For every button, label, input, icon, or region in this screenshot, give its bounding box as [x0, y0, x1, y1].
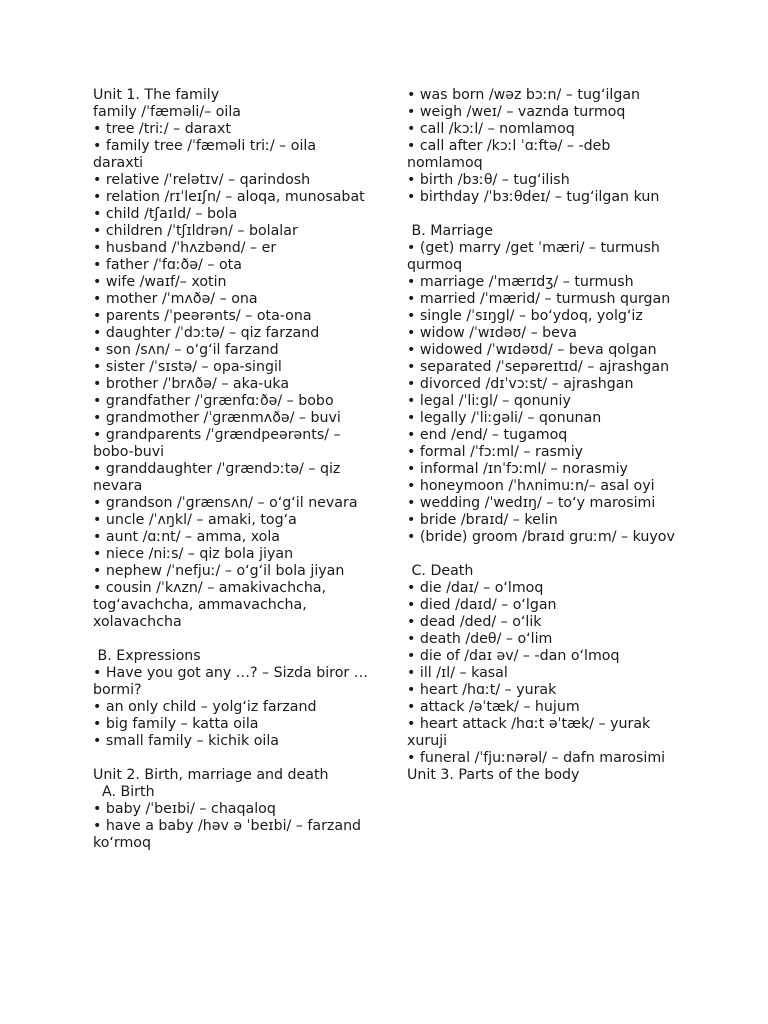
vocab-entry: • die /daɪ/ – oʻlmoq [407, 580, 544, 596]
vocab-entry: • mother /ˈmʌðə/ – ona [93, 291, 258, 307]
vocab-entry: • funeral /ˈfjuːnərəl/ – dafn marosimi [407, 750, 666, 766]
vocab-entry: • heart attack /hɑːt əˈtæk/ – yurak xuruji [407, 716, 655, 749]
vocab-entry: • nephew /ˈnefjuː/ – oʻgʻil bola jiyan [93, 563, 345, 579]
vocab-entry: • wedding /ˈwedɪŋ/ – toʻy marosimi [407, 495, 656, 511]
vocab-entry: • child /tʃaɪld/ – bola [93, 206, 238, 222]
vocab-entry: • grandmother /ˈɡrænmʌðə/ – buvi [93, 410, 341, 426]
vocab-entry: • daughter /ˈdɔːtə/ – qiz farzand [93, 325, 320, 341]
vocab-entry: • single /ˈsɪŋgl/ – boʻydoq, yolgʻiz [407, 308, 643, 324]
vocab-entry: • Have you got any …? – Sizda biror … bormi? [93, 665, 373, 698]
unit-heading: Unit 1. The family [93, 87, 220, 103]
vocab-entry: • tree /triː/ – daraxt [93, 121, 231, 137]
vocab-entry: • weigh /weɪ/ – vaznda turmoq [407, 104, 626, 120]
vocab-entry: • call after /kɔːl ˈɑːftə/ – -deb nomlamoq [407, 138, 615, 171]
vocab-entry: • end /end/ – tugamoq [407, 427, 568, 443]
vocab-entry: • children /ˈtʃɪldrən/ – bolalar [93, 223, 298, 239]
blank-line [407, 546, 682, 563]
vocab-entry: • cousin /ˈkʌzn/ – amakivachcha, togʻavachcha, ammavachcha, xolavachcha [93, 580, 331, 630]
section-heading: B. Marriage [407, 223, 493, 239]
vocab-entry: • dead /ded/ – oʻlik [407, 614, 542, 630]
vocab-entry: • widow /ˈwɪdəʊ/ – beva [407, 325, 577, 341]
vocab-entry: • grandfather /ˈɡrænfɑːðə/ – bobo [93, 393, 334, 409]
vocab-entry: • death /deθ/ – oʻlim [407, 631, 553, 647]
vocab-entry: • uncle /ˈʌŋkl/ – amaki, togʻa [93, 512, 297, 528]
vocab-entry: • birth /bɜːθ/ – tugʻilish [407, 172, 570, 188]
vocab-entry: family /ˈfæməli/– oila [93, 104, 241, 120]
vocab-entry: • aunt /ɑːnt/ – amma, xola [93, 529, 280, 545]
vocab-entry: • attack /əˈtæk/ – hujum [407, 699, 580, 715]
vocab-entry: • small family – kichik oila [93, 733, 279, 749]
vocab-entry: • formal /ˈfɔːml/ – rasmiy [407, 444, 584, 460]
vocab-entry: • married /ˈmærid/ – turmush qurgan [407, 291, 671, 307]
vocab-entry: • (bride) groom /braɪd gruːm/ – kuyov [407, 529, 675, 545]
vocab-entry: • husband /ˈhʌzbənd/ – er [93, 240, 277, 256]
vocab-entry: • died /daɪd/ – oʻlgan [407, 597, 557, 613]
blank-line [407, 206, 682, 223]
blank-line [93, 631, 368, 648]
vocab-entry: • divorced /dɪˈvɔːst/ – ajrashgan [407, 376, 634, 392]
vocab-entry: • brother /ˈbrʌðə/ – aka-uka [93, 376, 290, 392]
vocab-entry: • birthday /ˈbɜːθdeɪ/ – tugʻilgan kun [407, 189, 660, 205]
vocab-entry: • granddaughter /ˈɡrændɔːtə/ – qiz nevara [93, 461, 345, 494]
vocab-entry: • heart /hɑːt/ – yurak [407, 682, 557, 698]
vocab-entry: • informal /ɪnˈfɔːml/ – norasmiy [407, 461, 628, 477]
vocab-entry: • bride /braɪd/ – kelin [407, 512, 558, 528]
vocab-entry: • wife /waɪf/– xotin [93, 274, 227, 290]
vocab-entry: • relative /ˈrelətɪv/ – qarindosh [93, 172, 311, 188]
section-heading: B. Expressions [93, 648, 201, 664]
vocab-entry: • son /sʌn/ – oʻgʻil farzand [93, 342, 279, 358]
vocab-entry: • separated /ˈsepəreɪtɪd/ – ajrashgan [407, 359, 670, 375]
left-column [93, 87, 373, 852]
vocab-entry: • an only child – yolgʻiz farzand [93, 699, 317, 715]
vocab-entry: • legal /ˈliːgl/ – qonuniy [407, 393, 571, 409]
vocab-entry: • have a baby /həv ə ˈbeɪbi/ – farzand koʻrmoq [93, 818, 366, 851]
vocab-entry: • legally /ˈliːgəli/ – qonunan [407, 410, 602, 426]
vocab-entry: • die of /daɪ əv/ – -dan oʻlmoq [407, 648, 620, 664]
vocab-entry: • relation /rɪˈleɪʃn/ – aloqa, munosabat [93, 189, 365, 205]
vocab-entry: • was born /wəz bɔːn/ – tugʻilgan [407, 87, 641, 103]
vocab-entry: • widowed /ˈwɪdəʊd/ – beva qolgan [407, 342, 657, 358]
vocab-entry: • ill /ɪl/ – kasal [407, 665, 508, 681]
vocab-entry: • (get) marry /get ˈmæri/ – turmush qurmoq [407, 240, 665, 273]
unit-heading: Unit 3. Parts of the body [407, 767, 580, 783]
vocab-entry: • parents /ˈpeərənts/ – ota-ona [93, 308, 312, 324]
blank-line [93, 750, 368, 767]
section-heading: C. Death [407, 563, 474, 579]
vocab-entry: • father /ˈfɑːðə/ – ota [93, 257, 242, 273]
vocab-entry: • marriage /ˈmærɪdʒ/ – turmush [407, 274, 634, 290]
vocab-entry: • niece /niːs/ – qiz bola jiyan [93, 546, 294, 562]
unit-heading: Unit 2. Birth, marriage and death [93, 767, 329, 783]
vocab-entry: • honeymoon /ˈhʌnimuːn/– asal oyi [407, 478, 655, 494]
vocab-entry: • call /kɔːl/ – nomlamoq [407, 121, 575, 137]
vocab-entry: • grandparents /ˈɡrændpeərənts/ – bobo-buvi [93, 427, 346, 460]
right-column [407, 87, 682, 784]
vocab-entry: • baby /ˈbeɪbi/ – chaqaloq [93, 801, 276, 817]
vocab-entry: • sister /ˈsɪstə/ – opa-singil [93, 359, 282, 375]
vocab-entry: • grandson /ˈɡrænsʌn/ – oʻgʻil nevara [93, 495, 358, 511]
vocab-entry: • big family – katta oila [93, 716, 259, 732]
vocab-entry: • family tree /ˈfæməli triː/ – oila daraxti [93, 138, 321, 171]
section-heading: A. Birth [93, 784, 155, 800]
